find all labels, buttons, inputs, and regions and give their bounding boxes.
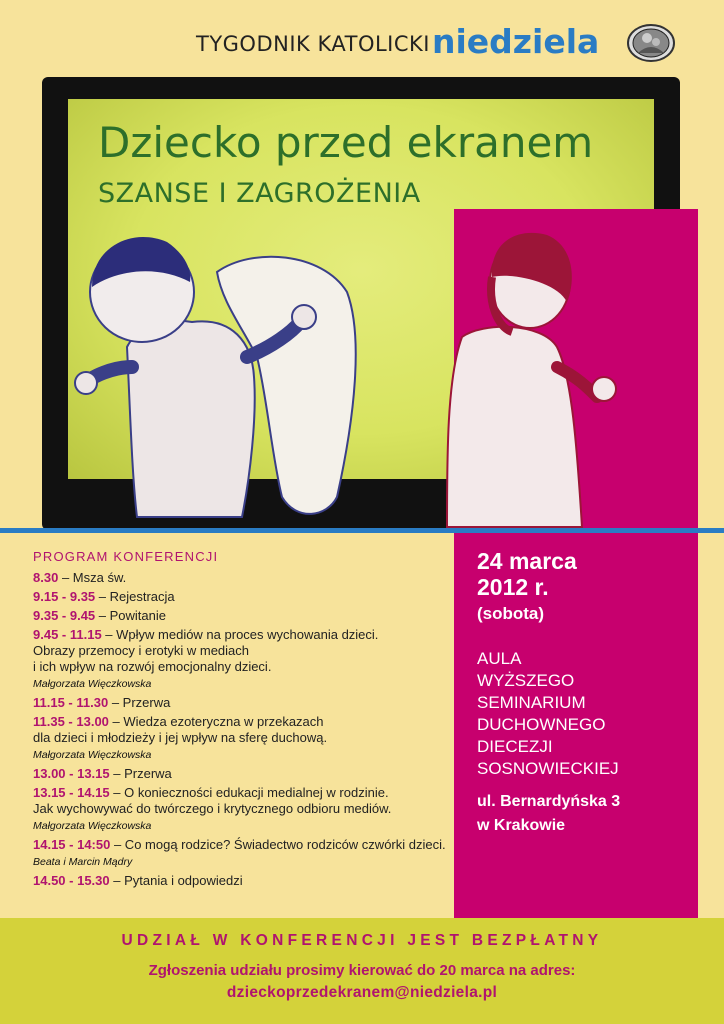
angel-child-figure <box>75 237 356 517</box>
program-item-text: – Rejestracja <box>98 589 175 604</box>
address-street: ul. Bernardyńska 3 <box>477 793 621 810</box>
program-item-line-first <box>33 766 453 782</box>
program-item-line-first <box>33 837 453 853</box>
program-item-text: – O konieczności edukacji medialnej w rodzinie. <box>113 785 389 800</box>
event-address <box>477 790 687 838</box>
program-item <box>33 570 453 586</box>
venue-line: AULA <box>477 649 522 668</box>
program-section <box>33 549 453 892</box>
program-item-line-first <box>33 785 453 801</box>
program-item-text: – Wpływ mediów na proces wychowania dzieci. <box>105 627 379 642</box>
program-item-text: – Przerwa <box>113 766 172 781</box>
program-item-text: Jak wychowywać do twórczego i krytycznego odbioru mediów. <box>33 801 392 816</box>
children-illustration <box>42 77 680 530</box>
program-item-text: i ich wpływ na rozwój emocjonalny dzieci. <box>33 659 272 674</box>
program-item-time: 11.15 - 11.30 <box>33 695 109 710</box>
madonna-seal-icon <box>626 23 676 63</box>
program-item-speaker: Małgorzata Więczkowska <box>33 678 152 690</box>
program-item-speaker: Małgorzata Więczkowska <box>33 749 152 761</box>
venue-line: WYŻSZEGO <box>477 671 575 690</box>
poster-subtitle: SZANSE I ZAGROŻENIA <box>98 178 421 209</box>
program-item-time: 13.15 - 14.15 <box>33 785 110 800</box>
program-item-time: 14.50 - 15.30 <box>33 873 110 888</box>
event-venue <box>477 648 687 780</box>
child-figure <box>447 233 616 527</box>
brand-name: niedziela <box>432 22 600 61</box>
program-title: PROGRAM KONFERENCJI <box>33 549 219 564</box>
program-item-text: – Przerwa <box>111 695 171 710</box>
program-item-line <box>33 659 453 675</box>
venue-line: SEMINARIUM <box>477 693 586 712</box>
program-list <box>33 570 453 889</box>
program-item-line <box>33 801 453 817</box>
program-item <box>33 785 453 834</box>
divider-line <box>0 528 724 533</box>
program-item-text: – Pytania i odpowiedzi <box>113 873 243 888</box>
program-item-text: – Wiedza ezoteryczna w przekazach <box>112 714 324 729</box>
registration-email[interactable]: dzieckoprzedekranem@niedziela.pl <box>226 984 498 1001</box>
program-item-speaker: Małgorzata Więczkowska <box>33 820 152 832</box>
program-item-line-first <box>33 589 453 605</box>
program-item-time: 9.45 - 11.15 <box>33 627 102 642</box>
program-item <box>33 695 453 711</box>
venue-line: DIECEZJI <box>477 737 553 756</box>
program-item <box>33 589 453 605</box>
program-item-time: 13.00 - 13.15 <box>33 766 110 781</box>
masthead <box>0 22 724 66</box>
program-item-time: 8.30 <box>33 570 59 585</box>
program-item-text: Obrazy przemocy i erotyki w mediach <box>33 643 250 658</box>
program-item-speaker: Beata i Marcin Mądry <box>33 856 133 868</box>
program-item-line-first <box>33 714 453 730</box>
event-info <box>477 548 687 838</box>
program-item-line <box>33 730 453 746</box>
free-participation-notice: UDZIAŁ W KONFERENCJI JEST BEZPŁATNY <box>121 932 603 949</box>
program-item-time: 9.15 - 9.35 <box>33 589 96 604</box>
program-item-line-first <box>33 608 453 624</box>
event-date-line1: 24 marca <box>477 548 577 574</box>
program-item-line-first <box>33 695 453 711</box>
program-item <box>33 627 453 692</box>
program-item-line-first <box>33 627 453 643</box>
program-item <box>33 766 453 782</box>
masthead-label: TYGODNIK KATOLICKI <box>196 32 430 56</box>
event-day: (sobota) <box>477 604 545 623</box>
venue-line: DUCHOWNEGO <box>477 715 606 734</box>
program-item-line-first <box>33 570 453 586</box>
venue-line: SOSNOWIECKIEJ <box>477 759 619 778</box>
program-item-time: 9.35 - 9.45 <box>33 608 96 623</box>
program-item-text: dla dzieci i młodzieży i jej wpływ na sferę duchową. <box>33 730 328 745</box>
program-item-text: – Co mogą rodzice? Świadectwo rodziców czwórki dzieci. <box>113 837 446 852</box>
event-date-line2: 2012 r. <box>477 574 549 600</box>
program-item <box>33 714 453 763</box>
footer-band <box>0 918 724 1024</box>
program-item-time: 14.15 - 14:50 <box>33 837 111 852</box>
program-item-text: – Msza św. <box>61 570 127 585</box>
program-item <box>33 608 453 624</box>
program-item-line-first <box>33 873 453 889</box>
program-item-text: – Powitanie <box>98 608 166 623</box>
program-item-time: 11.35 - 13.00 <box>33 714 109 729</box>
registration-note: Zgłoszenia udziału prosimy kierować do 20 marca na adres: <box>148 962 576 979</box>
address-city: w Krakowie <box>477 817 566 834</box>
program-item-line <box>33 643 453 659</box>
program-item <box>33 837 453 870</box>
program-item <box>33 873 453 889</box>
poster-title: Dziecko przed ekranem <box>98 118 594 167</box>
